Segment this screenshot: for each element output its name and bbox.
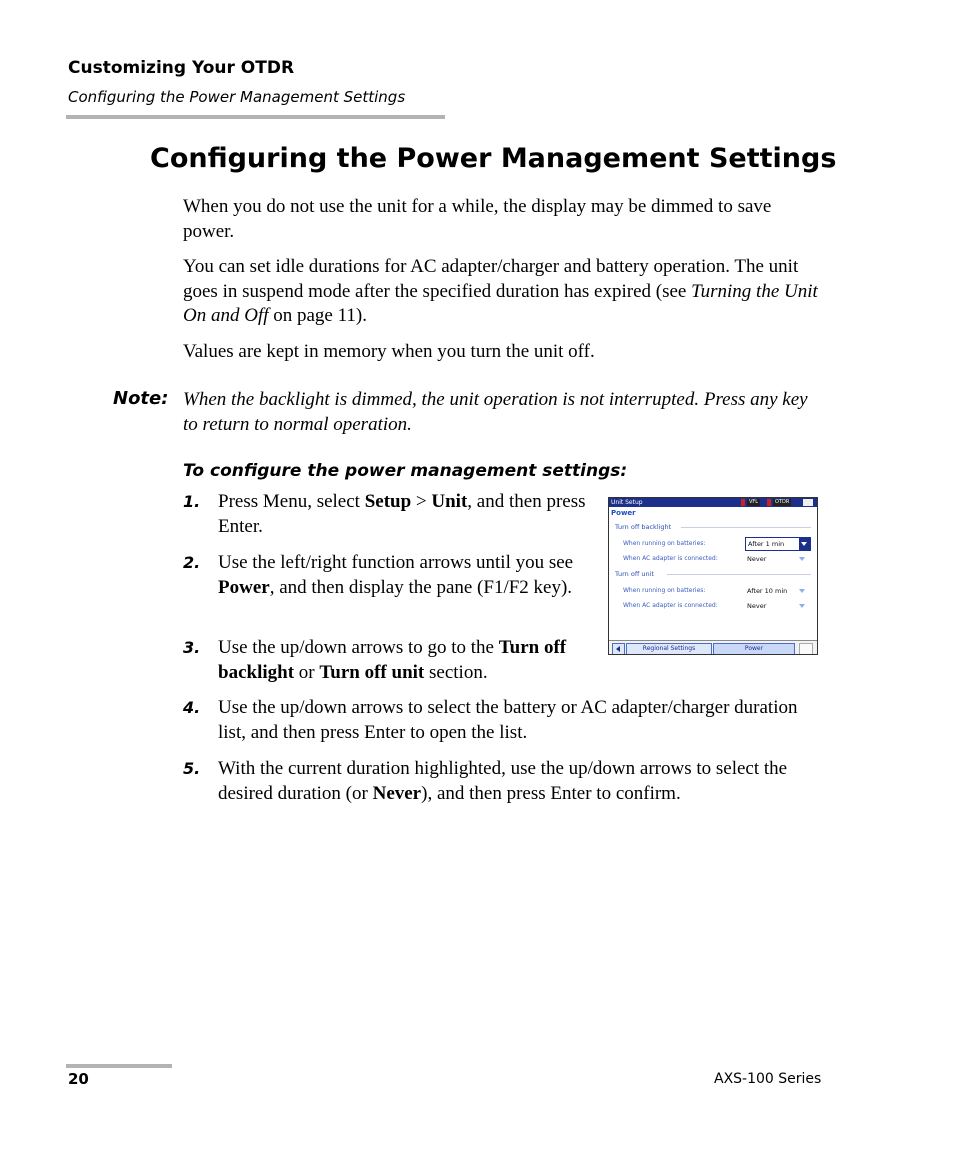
group-turn-off-unit: Turn off unit <box>615 570 654 578</box>
step-text <box>218 636 598 685</box>
step-number: 2. <box>183 553 201 572</box>
select-value: After 10 min <box>747 587 788 595</box>
step-5-bold-never: Never <box>372 782 422 804</box>
group-turn-off-backlight: Turn off backlight <box>615 523 672 531</box>
note-label: Note: <box>113 388 169 409</box>
step-3-bold-backlight: Turn off backlight <box>218 637 567 683</box>
step-1-bold-setup: Setup <box>364 491 412 512</box>
group-divider <box>681 527 811 528</box>
step-number: 5. <box>183 759 201 778</box>
chevron-down-icon <box>799 589 805 593</box>
p2-text-before: You can set idle durations for AC adapter/charger and battery operation. The unit goes in suspend mode after the specified duration has expired (see <box>183 256 799 302</box>
otdr-indicator: OTDR <box>775 499 790 505</box>
step-1-text-c: > <box>411 491 432 512</box>
step-1-text-e: , and then press Enter. <box>218 491 586 537</box>
dropdown-button[interactable] <box>799 538 810 550</box>
product-name: AXS-100 Series <box>714 1071 822 1087</box>
otdr-status-icon <box>767 499 771 506</box>
backlight-ac-select[interactable] <box>745 553 809 565</box>
chevron-down-icon <box>799 604 805 608</box>
setting-label: When AC adapter is connected: <box>623 602 718 609</box>
step-3-text-a: Use the up/down arrows to go to the <box>218 637 499 658</box>
page-number: 20 <box>68 1070 89 1088</box>
backlight-battery-select[interactable] <box>745 537 811 551</box>
footer-rule <box>66 1064 172 1068</box>
device-pane-heading: Power <box>611 509 636 517</box>
chevron-left-icon <box>616 646 620 652</box>
step-number: 3. <box>183 638 201 657</box>
step-number: 1. <box>183 492 201 511</box>
chevron-down-icon <box>801 542 807 546</box>
group-divider <box>667 574 811 575</box>
setting-label: When running on batteries: <box>623 540 706 547</box>
step-1-bold-unit: Unit <box>431 491 468 512</box>
page-title: Configuring the Power Management Settings <box>150 143 837 174</box>
vfl-indicator: VFL <box>749 499 759 505</box>
procedure-title: To configure the power management settings: <box>183 461 628 481</box>
setting-label: When running on batteries: <box>623 587 706 594</box>
unit-ac-select[interactable] <box>745 600 809 612</box>
laser-status-icon <box>741 499 745 506</box>
step-3-text-c: or <box>294 661 320 683</box>
function-key-bar <box>609 640 817 655</box>
prev-tab-button[interactable] <box>612 643 625 655</box>
running-header-subsection: Configuring the Power Management Settings <box>68 88 406 106</box>
device-titlebar <box>609 498 817 507</box>
step-number: 4. <box>183 698 201 717</box>
next-tab-button[interactable] <box>799 643 813 655</box>
intro-paragraph-3: Values are kept in memory when you turn the unit off. <box>183 341 595 362</box>
step-2-text-a: Use the left/right function arrows until you see <box>218 552 574 573</box>
step-3-bold-unit: Turn off unit <box>319 661 425 683</box>
tab-power[interactable]: Power <box>713 643 795 655</box>
setting-label: When AC adapter is connected: <box>623 555 718 562</box>
step-2-bold-power: Power <box>218 576 270 598</box>
step-text: Use the up/down arrows to select the battery or AC adapter/charger duration list, and then press Enter to open the list. <box>218 697 798 743</box>
cross-reference-link[interactable]: Turning the Unit On and Off <box>183 280 818 326</box>
device-window-title: Unit Setup <box>611 499 643 506</box>
select-value: Never <box>747 555 767 563</box>
running-header-section: Customizing Your OTDR <box>68 58 295 78</box>
select-value: Never <box>747 602 767 610</box>
chevron-down-icon <box>799 557 805 561</box>
p2-text-after: on page 11). <box>268 305 367 326</box>
battery-icon <box>803 499 813 506</box>
step-text <box>218 757 828 806</box>
header-rule <box>66 115 445 119</box>
unit-setup-screenshot <box>608 497 818 655</box>
tab-regional-settings[interactable]: Regional Settings <box>626 643 712 655</box>
step-text <box>218 490 598 539</box>
step-5-text-a: With the current duration highlighted, use the up/down arrows to select the desired duration (or <box>218 758 788 804</box>
step-5-text-c: ), and then press Enter to confirm. <box>421 782 681 804</box>
unit-battery-select[interactable] <box>745 585 809 597</box>
note-text: When the backlight is dimmed, the unit operation is not interrupted. Press any key to return to normal operation. <box>183 389 808 435</box>
intro-paragraph-2 <box>183 255 823 329</box>
select-value: After 1 min <box>748 540 785 548</box>
step-3-text-e: section. <box>424 661 488 683</box>
step-text <box>218 551 598 600</box>
step-1-text-a: Press Menu, select <box>218 491 365 512</box>
step-2-text-c: , and then display the pane (F1/F2 key). <box>269 576 573 598</box>
intro-paragraph-1: When you do not use the unit for a while, the display may be dimmed to save power. <box>183 196 772 242</box>
